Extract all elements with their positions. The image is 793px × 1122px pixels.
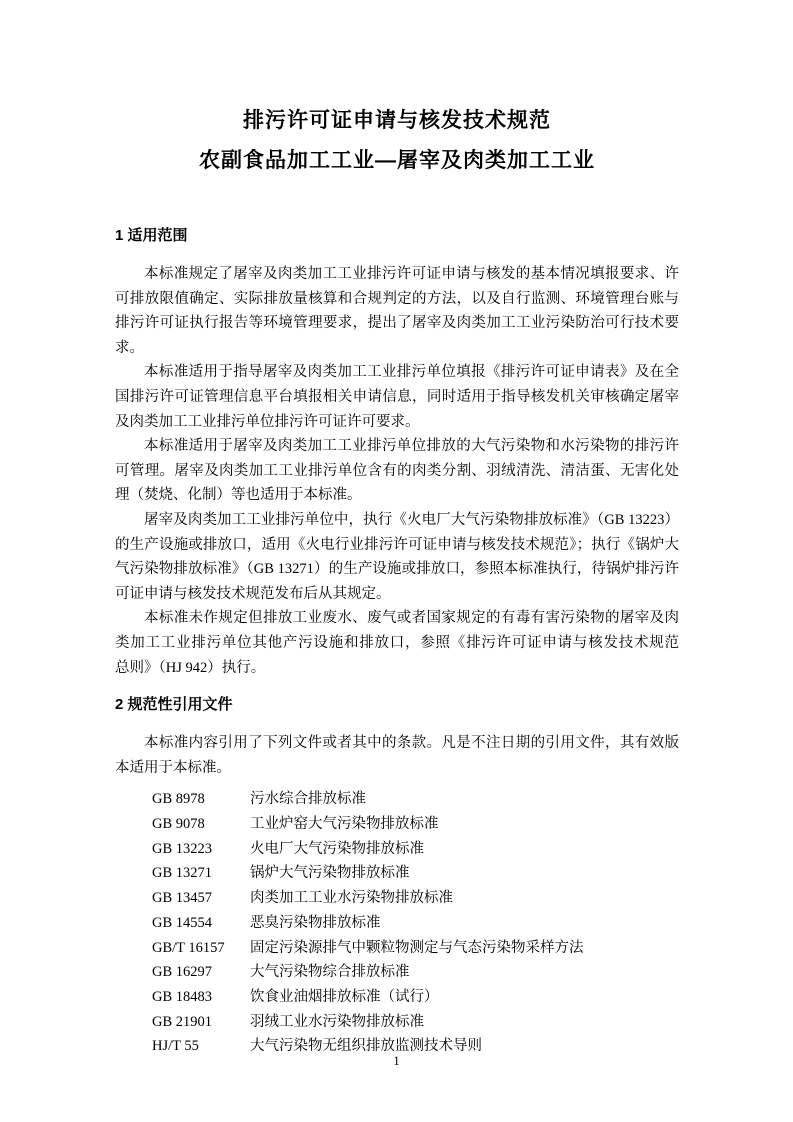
reference-code: GB/T 16157 (152, 939, 225, 956)
reference-code: GB 21901 (152, 1013, 213, 1030)
reference-row (115, 886, 679, 911)
reference-title: 大气污染物无组织排放监测技术导则 (250, 1038, 482, 1055)
reference-code: HJ/T 55 (152, 1038, 199, 1055)
reference-title: 恶臭污染物排放标准 (250, 914, 381, 931)
reference-title: 羽绒工业水污染物排放标准 (250, 1013, 424, 1030)
reference-row (115, 985, 679, 1010)
reference-title: 火电厂大气污染物排放标准 (250, 840, 424, 857)
reference-title: 肉类加工工业水污染物排放标准 (250, 890, 453, 907)
reference-row (115, 911, 679, 936)
reference-row (115, 787, 679, 812)
document-title (115, 0, 679, 181)
page-content (115, 0, 694, 1059)
paragraph: 屠宰及肉类加工工业排污单位中，执行《火电厂大气污染物排放标准》（GB 13223）的生产设施或排放口，适用《火电行业排污许可证申请与核发技术规范》；执行《锅炉大气污染物排放标准》（GB 13271）的生产设施或排放口，参照本标准执行，待锅炉排污许可证申请与核发技术规范发布后从其规定。 (115, 511, 679, 602)
reference-row (115, 1010, 679, 1035)
paragraph: 本标准规定了屠宰及肉类加工工业排污许可证申请与核发的基本情况填报要求、许可排放限值确定、实际排放量核算和合规判定的方法，以及自行监测、环境管理台账与排污许可证执行报告等环境管理要求，提出了屠宰及肉类加工工业污染防治可行技术要求。 (115, 266, 679, 356)
reference-code: GB 18483 (152, 988, 213, 1005)
reference-code: GB 14554 (152, 914, 213, 931)
reference-title: 饮食业油烟排放标准（试行） (250, 988, 439, 1005)
doc-title-line1: 排污许可证申请与核发技术规范 (243, 109, 551, 132)
doc-title-line2: 农副食品加工工业—屠宰及肉类加工工业 (199, 149, 595, 172)
section-2-intro: 本标准内容引用了下列文件或者其中的条款。凡是不注日期的引用文件，其有效版本适用于本标准。 (115, 735, 679, 776)
reference-list (115, 787, 679, 1059)
reference-title: 锅炉大气污染物排放标准 (250, 865, 410, 882)
reference-title: 工业炉窑大气污染物排放标准 (250, 815, 439, 832)
reference-code: GB 13457 (152, 890, 213, 907)
page-number: 1 (393, 1054, 400, 1068)
reference-code: GB 8978 (152, 791, 205, 808)
reference-title: 污水综合排放标准 (250, 791, 366, 808)
reference-row (115, 960, 679, 985)
reference-code: GB 13223 (152, 840, 213, 857)
reference-code: GB 13271 (152, 865, 213, 882)
reference-row (115, 861, 679, 886)
paragraph: 本标准适用于指导屠宰及肉类加工工业排污单位填报《排污许可证申请表》及在全国排污许可证管理信息平台填报相关申请信息，同时适用于指导核发机关审核确定屠宰及肉类加工工业排污单位排污许可证许可要求。 (115, 364, 679, 430)
paragraph: 本标准未作规定但排放工业废水、废气或者国家规定的有毒有害污染物的屠宰及肉类加工工业排污单位其他产污设施和排放口，参照《排污许可证申请与核发技术规范 总则》（HJ 942）执行。 (115, 610, 694, 676)
reference-row (115, 936, 679, 961)
paragraph: 本标准适用于屠宰及肉类加工工业排污单位排放的大气污染物和水污染物的排污许可管理。屠宰及肉类加工工业排污单位含有的肉类分割、羽绒清洗、清洁蛋、无害化处理（焚烧、化制）等也适用于本标准。 (115, 438, 679, 504)
section-1-heading: 1 适用范围 (115, 227, 188, 244)
reference-title: 大气污染物综合排放标准 (250, 964, 410, 981)
section-2-heading: 2 规范性引用文件 (115, 696, 233, 714)
reference-row (115, 837, 679, 862)
reference-code: GB 16297 (152, 964, 213, 981)
reference-title: 固定污染源排气中颗粒物测定与气态污染物采样方法 (250, 939, 584, 956)
section-1-body (115, 262, 694, 680)
reference-code: GB 9078 (152, 815, 205, 832)
reference-row (115, 812, 679, 837)
